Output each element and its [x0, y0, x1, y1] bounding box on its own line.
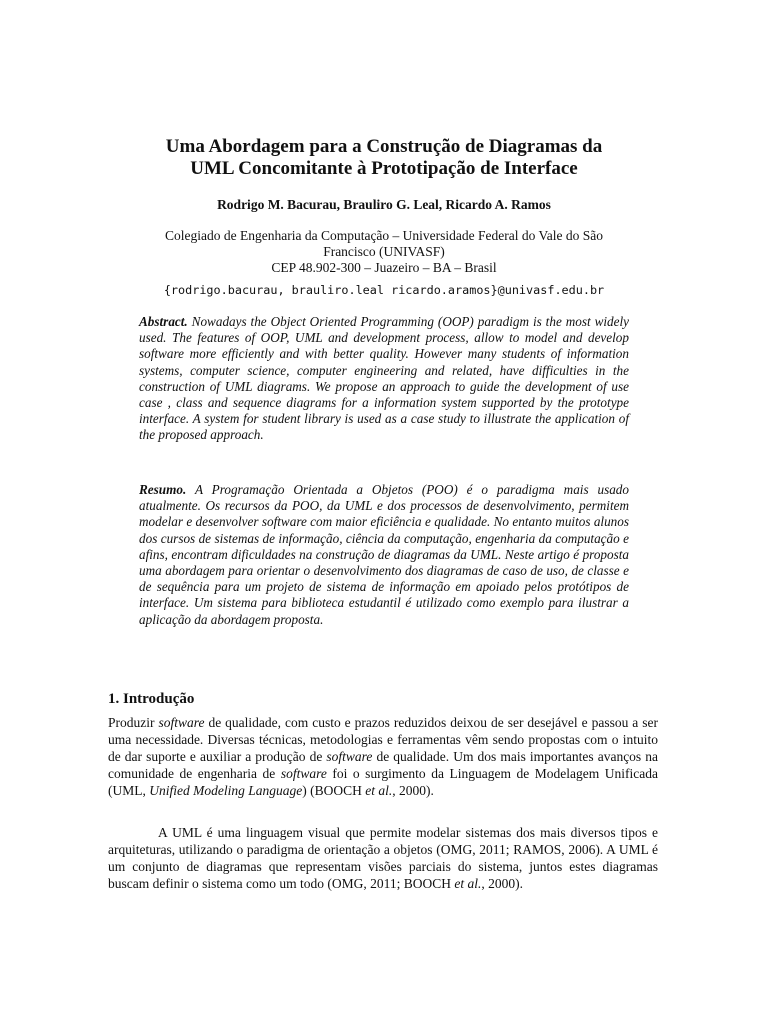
resumo-label: Resumo.	[139, 482, 187, 497]
p1-text-2: de qualidade, com custo e prazos reduzidos deixou de ser desejável e passou a ser uma necessidade. Diversas técnicas, metodologias e ferramentas vêm sendo propostas com o intuito de dar suporte e auxiliar a produção de	[108, 715, 658, 764]
p2-text-2: , 2000).	[481, 876, 523, 891]
p1-italic-3: software	[280, 766, 327, 781]
abstract	[139, 314, 629, 444]
p1-italic-2: software	[326, 749, 373, 764]
p1-text-6: , 2000).	[392, 783, 434, 798]
p1-italic-5: et al.	[365, 783, 393, 798]
p1-text-1: Produzir	[108, 715, 159, 730]
title-line-1: Uma Abordagem para a Construção de Diagramas da	[165, 136, 603, 157]
intro-paragraph-1	[108, 714, 658, 799]
p2-italic-1: et al.	[454, 876, 482, 891]
resumo-text: A Programação Orientada a Objetos (POO) é o paradigma mais usado atualmente. Os recursos da POO, da UML e dos processos de desenvolvimento, permitem modelar e desenvolver software com maior eficiência e qualidade. No entanto muitos alunos dos cursos de sistemas de informação, ciência da computação, engenharia da computação e afins, encontram dificuldades na construção de diagramas da UML. Neste artigo é proposta uma abordagem para orientar o desenvolvimento dos diagramas de caso de uso, de classe e de sequência para um projeto de sistema de informação em apoiado pelos protótipos de interface. Um sistema para biblioteca estudantil é utilizado como exemplo para ilustrar a aplicação da abordagem proposta.	[139, 482, 629, 627]
section-heading-introducao: 1. Introdução	[108, 691, 195, 707]
p1-italic-1: software	[158, 715, 205, 730]
affiliation-line-3: CEP 48.902-300 – Juazeiro – BA – Brasil	[271, 260, 497, 275]
abstract-text: Nowadays the Object Oriented Programming (OOP) paradigm is the most widely used. The features of OOP, UML and development process, allow to model and develop software more efficiently and with better quality. However many students of information systems, computer science, computer engineering and related, have difficulties in the construction of UML diagrams. We propose an approach to guide the development of use case , class and sequence diagrams for a information system supported by the prototype interface. A system for student library is used as a case study to illustrate the application of the proposed approach.	[139, 314, 629, 443]
author-emails: {rodrigo.bacurau, brauliro.leal ricardo.aramos}@univasf.edu.br	[163, 283, 605, 297]
p1-text-5: ) (BOOCH	[302, 783, 366, 798]
intro-paragraph-2	[108, 824, 658, 892]
p1-text-4: foi o surgimento da Linguagem de Modelagem Unificada (UML,	[108, 766, 658, 798]
affiliation	[100, 228, 668, 276]
paper-title	[100, 136, 668, 180]
abstract-label: Abstract.	[139, 314, 188, 329]
resumo	[139, 482, 629, 628]
p1-italic-4: Unified Modeling Language	[149, 783, 303, 798]
affiliation-line-2: Francisco (UNIVASF)	[323, 244, 445, 259]
title-line-2: UML Concomitante à Prototipação de Interface	[190, 158, 578, 179]
p1-text-3: de qualidade. Um dos mais importantes avanços na comunidade de engenharia de	[108, 749, 658, 781]
affiliation-line-1: Colegiado de Engenharia da Computação – Universidade Federal do Vale do São	[165, 228, 603, 243]
p2-text-1: A UML é uma linguagem visual que permite modelar sistemas dos mais diversos tipos e arquiteturas, utilizando o paradigma de orientação a objetos (OMG, 2011; RAMOS, 2006). A UML é um conjunto de diagramas que representam visões parciais do sistema, juntos estes diagramas buscam definir o sistema como um todo (OMG, 2011; BOOCH	[108, 825, 658, 891]
author-list: Rodrigo M. Bacurau, Brauliro G. Leal, Ricardo A. Ramos	[217, 197, 551, 212]
